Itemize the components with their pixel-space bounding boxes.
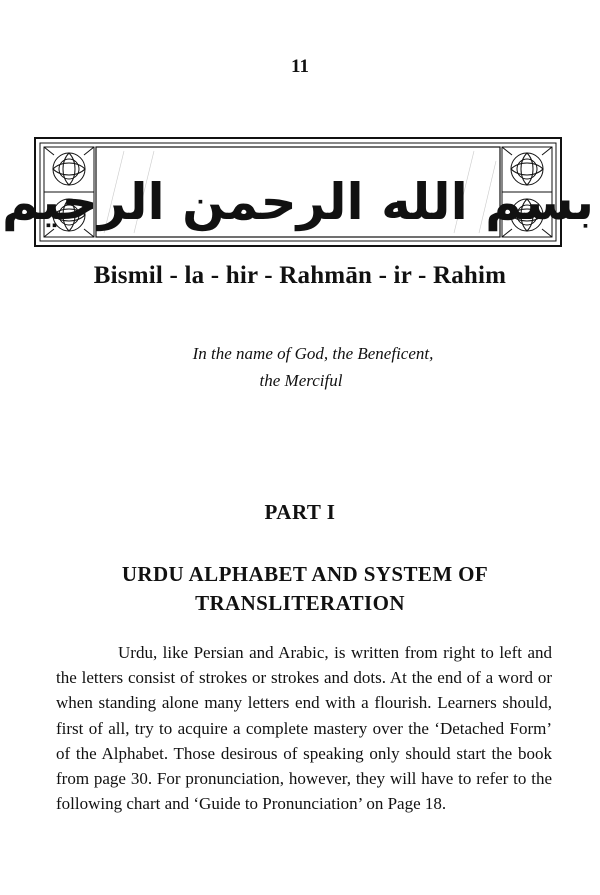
bismillah-calligraphy: بسم الله الرحمن الرحيم — [2, 173, 594, 231]
bismillah-banner — [2, 137, 594, 247]
invocation-line-1: In the name of God, the Beneficent, — [192, 344, 434, 363]
part-heading: PART I — [264, 500, 336, 524]
invocation-line-2: the Merciful — [259, 371, 343, 390]
page-number: 11 — [291, 56, 309, 77]
section-heading-line-2: TRANSLITERATION — [195, 591, 405, 615]
banner-frame — [2, 137, 594, 247]
body-paragraph: Urdu, like Persian and Arabic, is written from right to left and the letters consist of strokes or strokes and dots. At the end of a word or when standing alone many letters end with a flourish. Learners should, first of all, try to acquire a complete mastery over the ‘Detached Form’ of the Alphabet. Those desirous of speaking only should start the book from page 30. For pronunciation, however, they will have to refer to the following chart and ‘Guide to Pronunciation’ on Page 18. — [56, 643, 552, 814]
section-heading — [0, 560, 600, 618]
bismillah-transliteration: Bismil - la - hir - Rahmān - ir - Rahim — [93, 262, 507, 289]
body-text — [56, 640, 552, 816]
invocation-translation — [0, 340, 600, 394]
section-heading-line-1: URDU ALPHABET AND SYSTEM OF — [121, 562, 489, 586]
